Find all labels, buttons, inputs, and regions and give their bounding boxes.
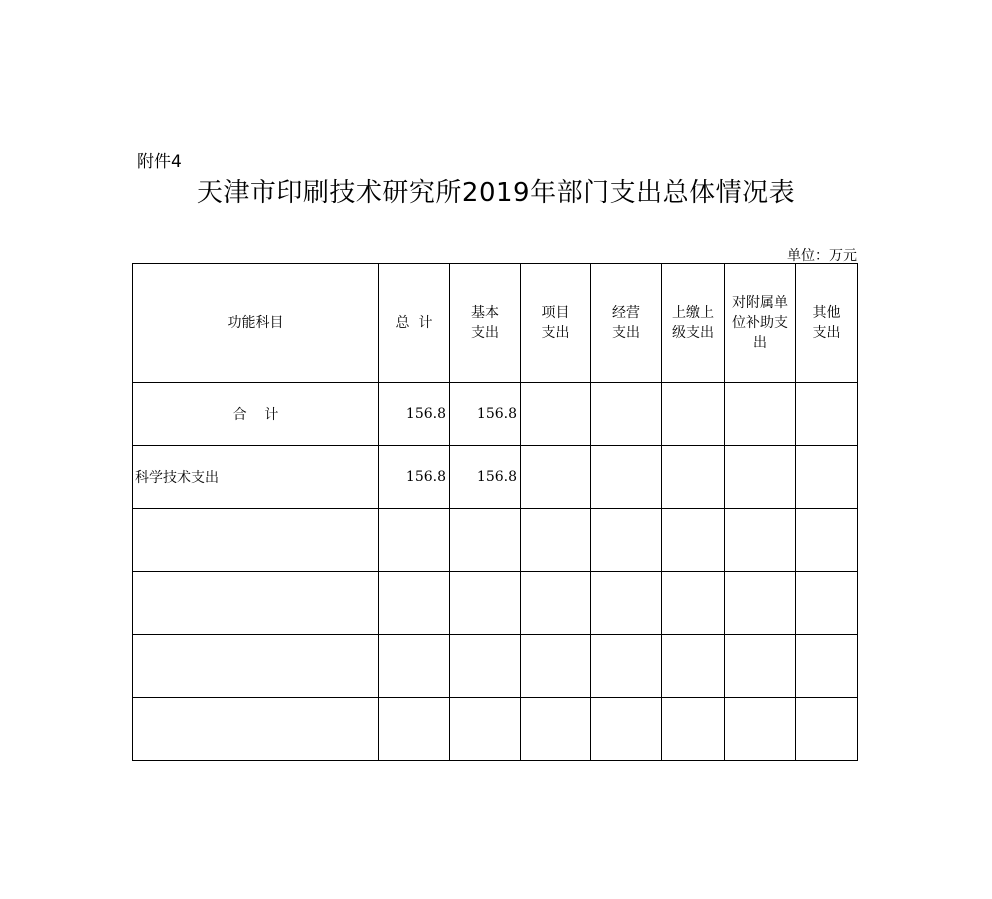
row-science-project xyxy=(521,446,591,509)
row-science-remit xyxy=(662,446,725,509)
row-empty-function xyxy=(133,698,379,761)
row-empty-operating xyxy=(591,572,662,635)
row-empty-function xyxy=(133,572,379,635)
row-empty-total xyxy=(379,509,450,572)
row-empty-remit xyxy=(662,509,725,572)
row-empty-subsidy xyxy=(725,635,796,698)
table-row xyxy=(133,572,858,635)
header-total: 总 计 xyxy=(379,264,450,383)
row-total-other xyxy=(796,383,858,446)
header-remit: 上缴上 级支出 xyxy=(662,264,725,383)
row-empty-other xyxy=(796,698,858,761)
row-empty-other xyxy=(796,635,858,698)
row-empty-project xyxy=(521,509,591,572)
row-empty-total xyxy=(379,698,450,761)
row-empty-subsidy xyxy=(725,509,796,572)
row-empty-operating xyxy=(591,509,662,572)
row-empty-operating xyxy=(591,635,662,698)
table-row xyxy=(133,446,858,509)
row-empty-basic xyxy=(450,572,521,635)
row-empty-other xyxy=(796,572,858,635)
row-empty-basic xyxy=(450,635,521,698)
header-project: 项目 支出 xyxy=(521,264,591,383)
table-header-row xyxy=(133,264,858,383)
row-science-basic: 156.8 xyxy=(450,446,521,509)
row-empty-function xyxy=(133,635,379,698)
row-empty-project xyxy=(521,572,591,635)
row-empty-project xyxy=(521,698,591,761)
header-other: 其他 支出 xyxy=(796,264,858,383)
row-science-operating xyxy=(591,446,662,509)
row-empty-basic xyxy=(450,509,521,572)
row-total-total: 156.8 xyxy=(379,383,450,446)
row-empty-subsidy xyxy=(725,572,796,635)
row-empty-remit xyxy=(662,698,725,761)
row-empty-remit xyxy=(662,635,725,698)
table-row xyxy=(133,698,858,761)
header-function: 功能科目 xyxy=(133,264,379,383)
row-empty-remit xyxy=(662,572,725,635)
header-basic: 基本 支出 xyxy=(450,264,521,383)
row-total-basic: 156.8 xyxy=(450,383,521,446)
expenditure-table xyxy=(132,263,858,761)
row-total-remit xyxy=(662,383,725,446)
attachment-label: 附件4 xyxy=(137,152,182,172)
table-row xyxy=(133,383,858,446)
row-science-subsidy xyxy=(725,446,796,509)
row-total-project xyxy=(521,383,591,446)
row-science-other xyxy=(796,446,858,509)
table-row xyxy=(133,509,858,572)
unit-label: 单位：万元 xyxy=(787,248,857,264)
row-total-function: 合 计 xyxy=(133,383,379,446)
table-row xyxy=(133,635,858,698)
row-empty-basic xyxy=(450,698,521,761)
row-science-total: 156.8 xyxy=(379,446,450,509)
row-empty-project xyxy=(521,635,591,698)
row-empty-total xyxy=(379,635,450,698)
header-subsidy: 对附属单 位补助支 出 xyxy=(725,264,796,383)
row-total-subsidy xyxy=(725,383,796,446)
row-empty-total xyxy=(379,572,450,635)
page-title: 天津市印刷技术研究所2019年部门支出总体情况表 xyxy=(196,178,796,208)
row-science-function: 科学技术支出 xyxy=(133,446,379,509)
row-empty-operating xyxy=(591,698,662,761)
row-empty-subsidy xyxy=(725,698,796,761)
row-total-operating xyxy=(591,383,662,446)
row-empty-other xyxy=(796,509,858,572)
row-empty-function xyxy=(133,509,379,572)
header-operating: 经营 支出 xyxy=(591,264,662,383)
